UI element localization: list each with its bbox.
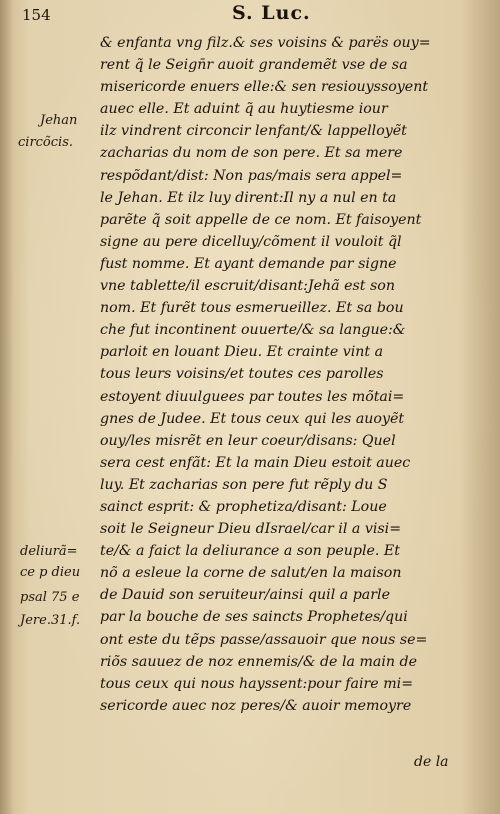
text-line: ouy/les misrẽt en leur coeur/disans: Quel (100, 432, 396, 449)
text-line: par la bouche de ses saincts Prophetes/qui (100, 609, 408, 626)
page-header (0, 2, 500, 28)
text-line: signe au pere dicelluy/cõment il vouloit q̃l (100, 233, 402, 250)
text-line: luy. Et zacharias son pere fut rẽply du S (100, 476, 388, 493)
text-line: vne tablette/il escruit/disant:Jehã est son (100, 278, 395, 295)
folio-number: 154 (22, 6, 51, 24)
text-line: parẽte q̃ soit appelle de ce nom. Et faisoyent (100, 211, 422, 228)
text-line: tous ceux qui nous hayssent:pour faire mi= (100, 675, 414, 692)
text-line: respõdant/dist: Non pas/mais sera appel= (100, 167, 403, 184)
text-line: parloit en louant Dieu. Et crainte vint a (100, 344, 384, 361)
text-line: che fut incontinent ouuerte/& sa langue:& (100, 322, 406, 339)
text-line: auec elle. Et aduint q̃ au huytiesme iour (100, 101, 388, 118)
running-head: S. Luc. (232, 2, 311, 24)
text-line: sericorde auec noz peres/& auoir memoyre (100, 697, 412, 714)
text-line: sainct esprit: & prophetiza/disant: Loue (100, 498, 387, 515)
body-text (100, 32, 462, 717)
margin-note-iere: Jere.31.f. (20, 613, 81, 628)
text-line: de Dauid son seruiteur/ainsi quil a parle (100, 587, 390, 604)
page-right-shading (460, 0, 500, 814)
text-line: le Jehan. Et ilz luy dirent:Il ny a nul en ta (100, 189, 397, 206)
text-line: fust nomme. Et ayant demande par signe (100, 255, 397, 272)
text-line: misericorde enuers elle:& sen resiouyssoyent (100, 79, 429, 96)
margin-note-circoncis: circõcis. (18, 135, 74, 150)
catchword: de la (414, 754, 449, 770)
text-line: & enfanta vng filz.& ses voisins & parës ouy= (100, 35, 431, 51)
text-line: sera cest enfãt: Et la main Dieu estoit auec (100, 454, 411, 471)
text-line: ilz vindrent circoncir lenfant/& lappelloyẽt (100, 123, 407, 140)
text-line: te/& a faict la deliurance a son peuple. Et (100, 543, 400, 560)
text-line: zacharias du nom de son pere. Et sa mere (100, 145, 403, 162)
page-edge-shadow (0, 0, 14, 814)
text-line: estoyent diuulguees par toutes les mõtai= (100, 388, 405, 405)
margin-note-psal: psal 75 e (20, 590, 80, 605)
text-line: gnes de Judee. Et tous ceux qui les auoyẽt (100, 410, 405, 427)
text-line: riõs sauuez de noz ennemis/& de la main de (100, 653, 418, 670)
margin-note-deliurance: deliurã= (20, 544, 78, 559)
text-line: rent q̃ le Seign̄r auoit grandemẽt vse de sa (100, 57, 408, 74)
text-line: tous leurs voisins/et toutes ces parolles (100, 366, 384, 383)
margin-note-jehan: Jehan (40, 113, 78, 128)
text-line: nõ a esleue la corne de salut/en la maison (100, 565, 402, 582)
text-line: nom. Et furẽt tous esmerueillez. Et sa bou (100, 300, 404, 317)
text-line: soit le Seigneur Dieu dIsrael/car il a visi= (100, 521, 402, 538)
text-line: ont este du tẽps passe/assauoir que nous se= (100, 631, 428, 648)
margin-note-ce-p-dieu: ce p dieu (20, 565, 81, 580)
